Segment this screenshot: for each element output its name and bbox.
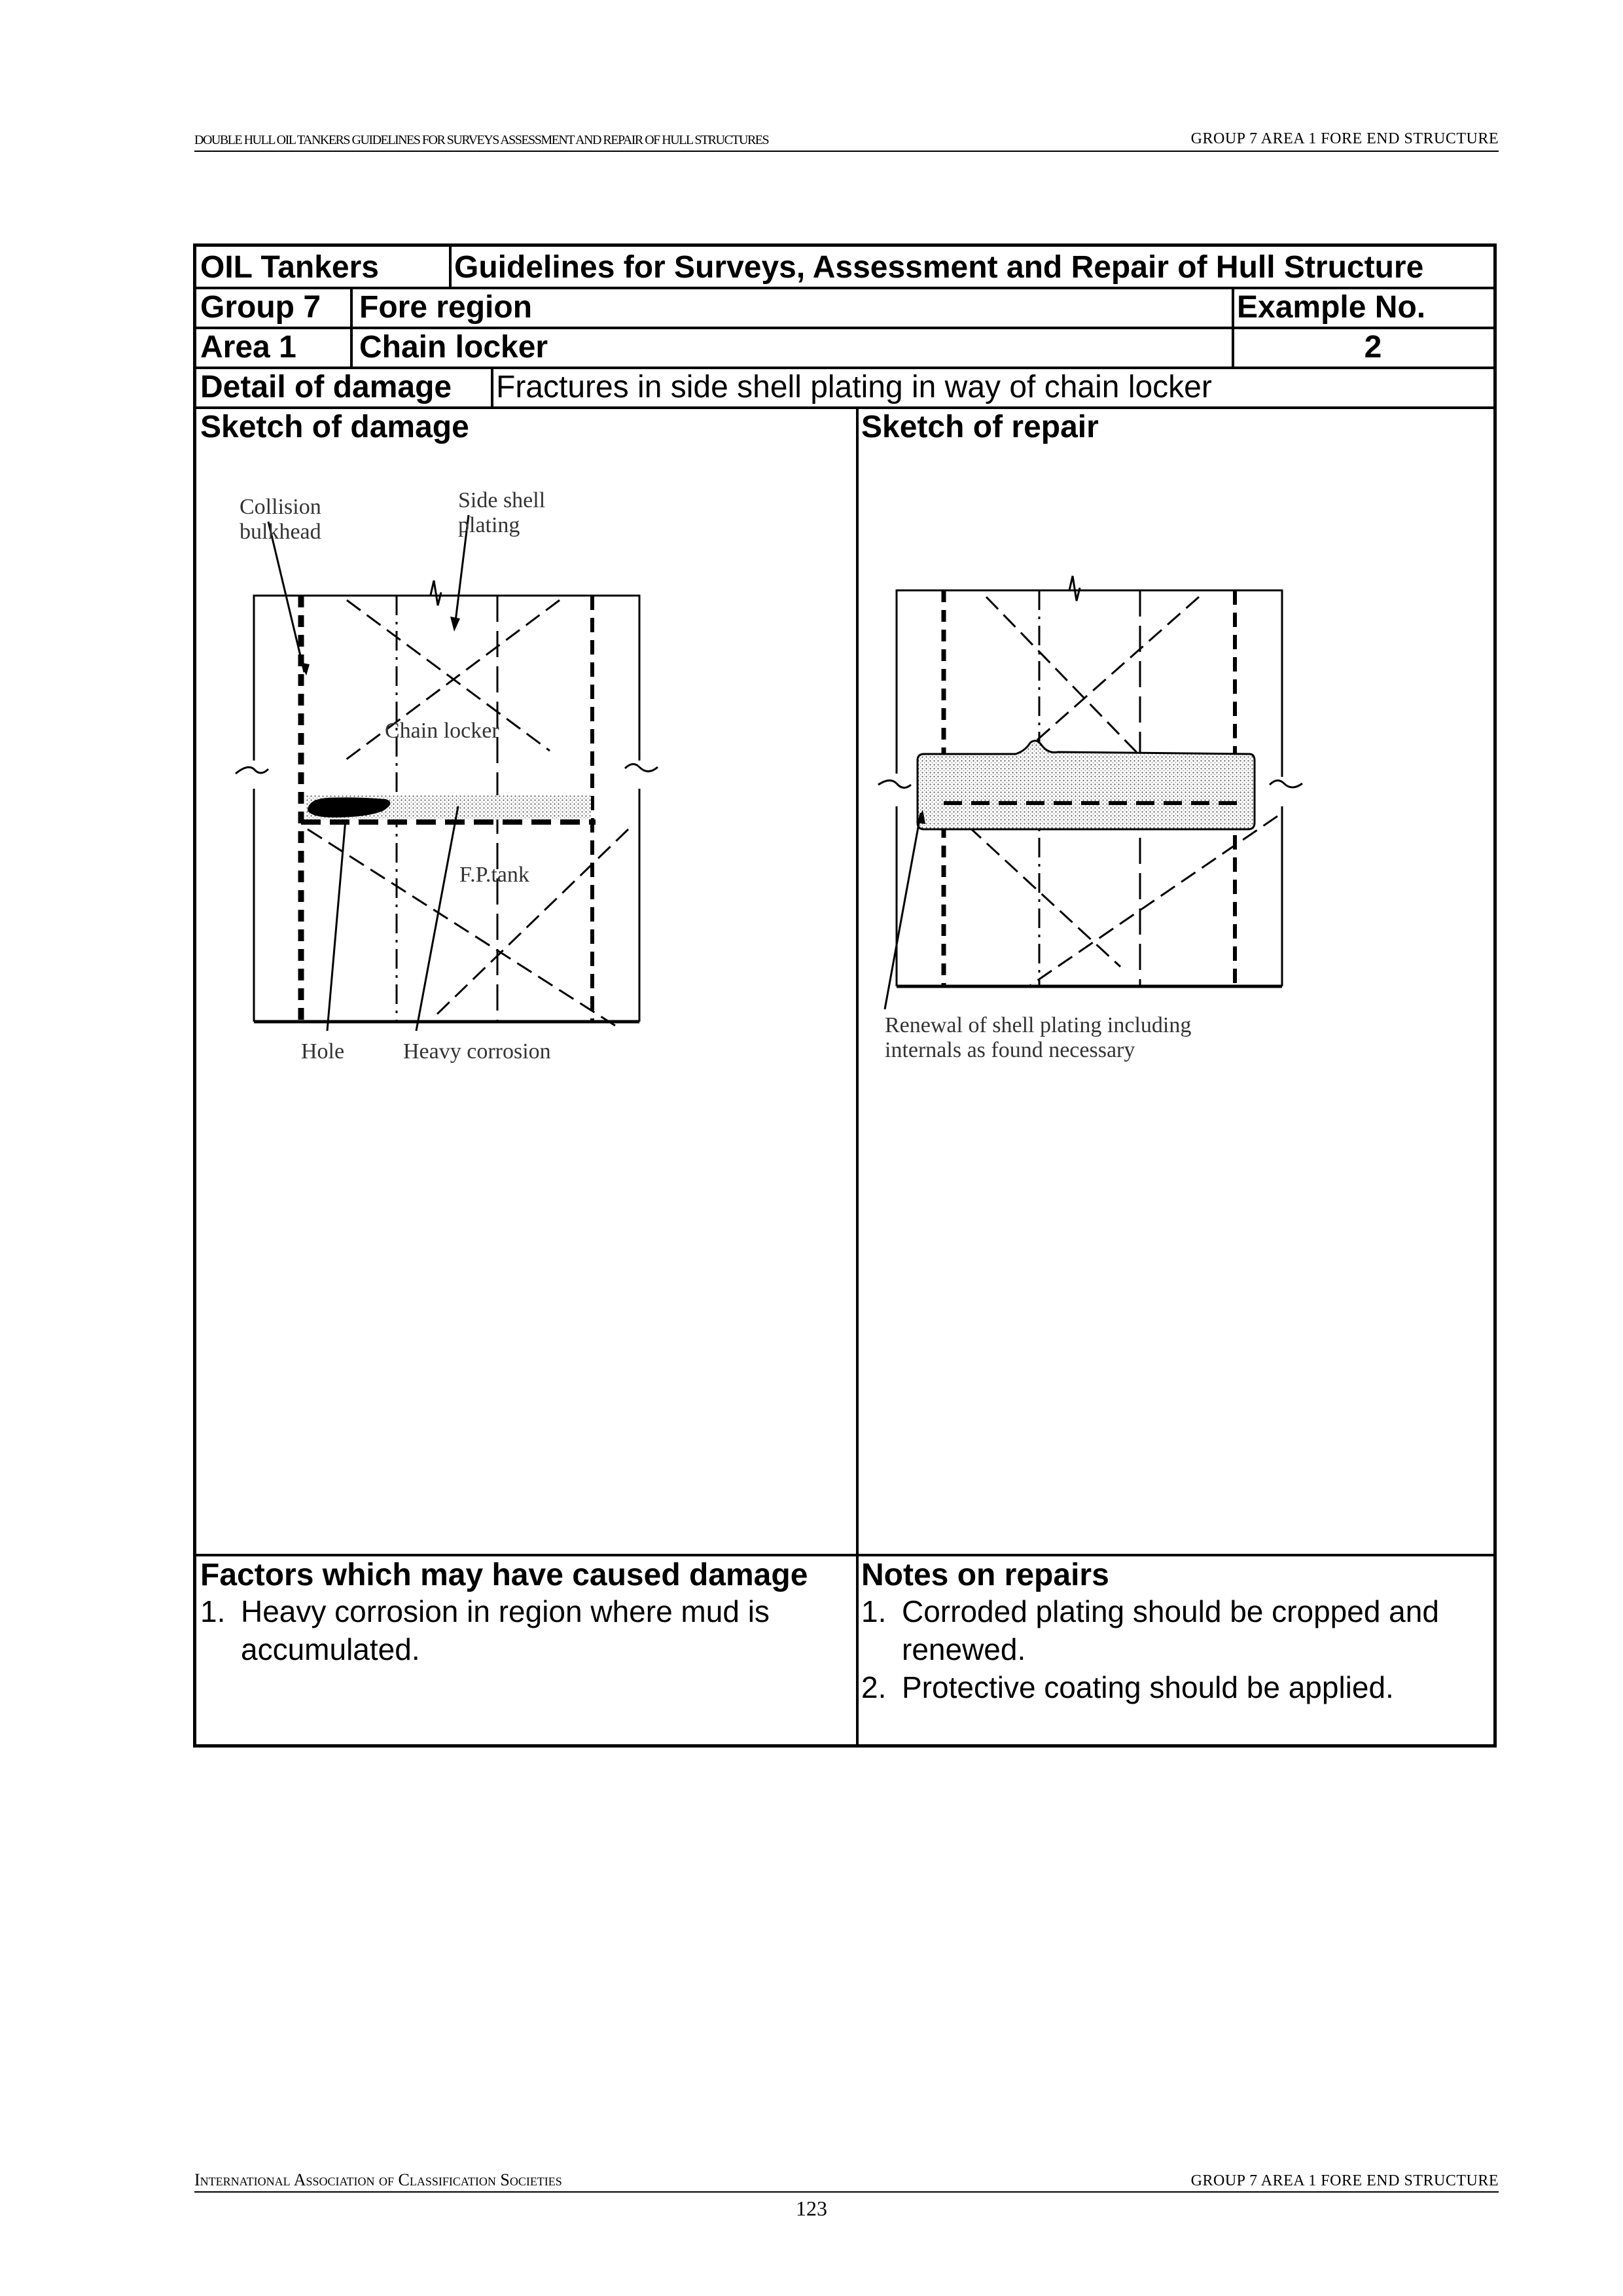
note-text: Protective coating should be applied. — [902, 1670, 1394, 1704]
repair-sketch — [859, 410, 1497, 1065]
break-mark — [236, 767, 268, 774]
leader-line — [327, 819, 346, 1031]
damage-example-form — [193, 243, 1497, 1748]
col-divider — [1232, 327, 1234, 367]
row-divider — [196, 327, 1493, 329]
sketch-of-repair-label: Sketch of repair — [861, 410, 1099, 444]
area-label: Area 1 — [200, 330, 296, 365]
break-mark — [625, 764, 658, 771]
break-mark — [1270, 780, 1302, 787]
col-divider — [491, 367, 493, 406]
break-mark — [878, 780, 911, 787]
sketch-of-damage-label: Sketch of damage — [200, 410, 469, 444]
list-number: 2. — [861, 1670, 887, 1704]
detail-of-damage-label: Detail of damage — [200, 370, 452, 404]
example-number: 2 — [1364, 330, 1382, 365]
leader-line — [885, 813, 921, 1009]
footer-organization: International Association of Classification Societies — [194, 2170, 562, 2189]
break-mark — [1069, 576, 1080, 601]
list-number: 1. — [200, 1594, 226, 1628]
running-footer — [194, 2172, 1499, 2193]
diagonal-line — [308, 829, 615, 1026]
list-number: 1. — [861, 1594, 887, 1628]
notes-list-item — [861, 1592, 1489, 1668]
shell-outline — [897, 590, 1282, 777]
factors-label: Factors which may have caused damage — [200, 1558, 808, 1592]
chain-locker-label: Chain locker — [385, 719, 499, 743]
row-divider — [196, 367, 1493, 369]
row-divider — [196, 406, 1493, 409]
running-header — [194, 128, 1499, 152]
example-label: Example No. — [1237, 290, 1426, 325]
group-value: Fore region — [359, 290, 533, 325]
row-divider — [196, 287, 1493, 289]
group-label: Group 7 — [200, 290, 321, 325]
renewal-label: internals as found necessary — [885, 1038, 1135, 1062]
footer-section: GROUP 7 AREA 1 FORE END STRUCTURE — [1190, 2172, 1499, 2189]
col-divider — [449, 247, 452, 287]
renewal-label: Renewal of shell plating including — [885, 1013, 1192, 1037]
heavy-corrosion-label: Heavy corrosion — [403, 1039, 551, 1064]
col-divider — [1232, 287, 1234, 327]
notes-list-item — [861, 1668, 1489, 1708]
diagonal-line — [1029, 816, 1277, 986]
break-mark — [431, 581, 441, 605]
factor-text: Heavy corrosion in region where mud is accumulated. — [241, 1594, 770, 1666]
col-divider — [350, 287, 353, 367]
renewal-area — [918, 741, 1255, 829]
notes-on-repairs-label: Notes on repairs — [861, 1558, 1109, 1592]
running-header-section: GROUP 7 AREA 1 FORE END STRUCTURE — [1190, 130, 1499, 147]
damage-sketch — [196, 410, 851, 1065]
collision-bulkhead-label: Collision — [240, 495, 321, 519]
diagonal-line — [432, 829, 628, 1019]
running-header-title: DOUBLE HULL OIL TANKERS GUIDELINES FOR SURVEYS ASSESSMENT AND REPAIR OF HULL STRUCTURES — [194, 133, 769, 147]
leader-line — [416, 806, 458, 1031]
diagonal-line — [950, 810, 1120, 967]
oil-tankers-label: OIL Tankers — [200, 250, 379, 285]
hole-label: Hole — [301, 1039, 345, 1064]
side-shell-plating-label: Side shell — [458, 488, 546, 512]
guidelines-title: Guidelines for Surveys, Assessment and Repair of Hull Structure — [454, 250, 1424, 285]
area-value: Chain locker — [359, 330, 548, 365]
row-divider — [196, 1554, 1493, 1556]
collision-bulkhead-label: bulkhead — [240, 520, 321, 544]
factors-list — [200, 1592, 848, 1671]
side-shell-plating-label: plating — [458, 513, 520, 537]
detail-of-damage-value: Fractures in side shell plating in way of chain locker — [496, 370, 1212, 404]
fp-tank-label: F.P.tank — [459, 863, 529, 887]
page-number: 123 — [796, 2197, 827, 2220]
note-text: Corroded plating should be cropped and renewed. — [902, 1594, 1439, 1666]
